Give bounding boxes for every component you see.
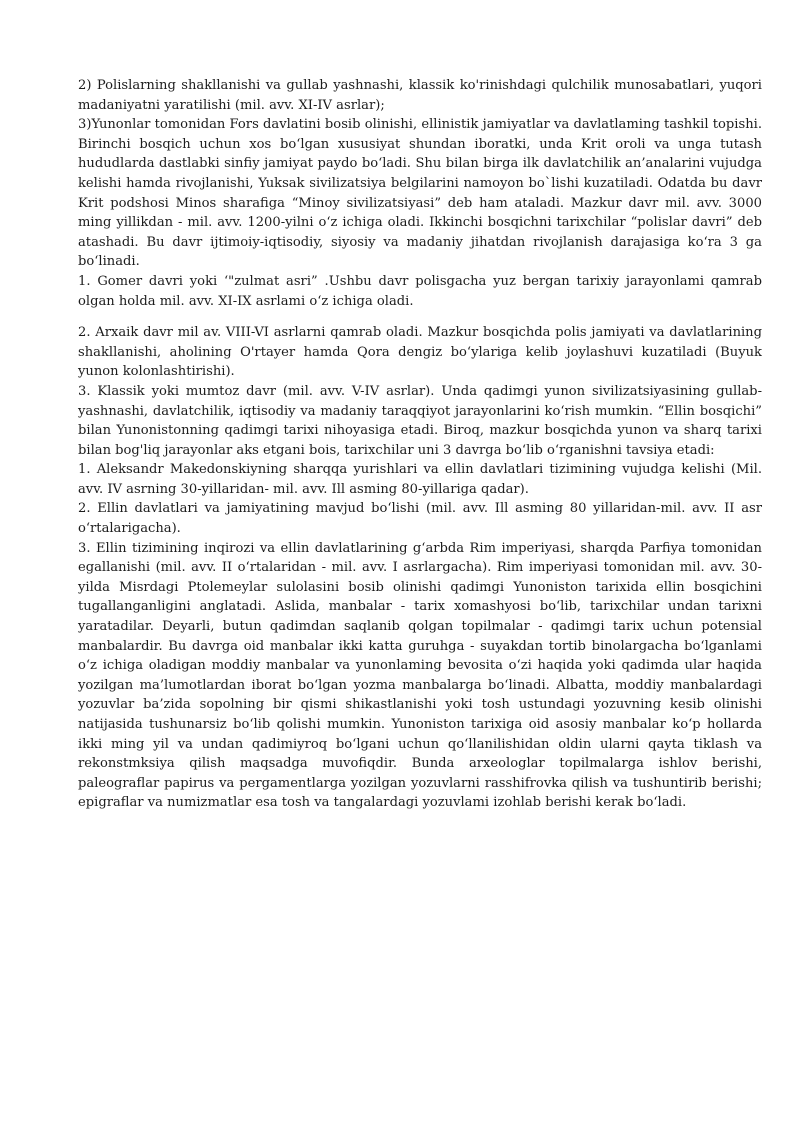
- paragraph-persian-conquest: 3)Yunonlar tomonidan Fors davlatini bosib olinishi, ellinistik jamiyatlar va davlatlaming tashkil topishi. Birinchi bosqich uchun xos bo‘lgan xususiyat shundan iboratki, unda Krit oroli va unga tutash hududlarda dastlabki sinfiy jamiyat paydo bo‘ladi. Shu bilan birga ilk davlatchilik an’analarini vujudga kelishi hamda rivojlanishi, Yuksak sivilizatsiya belgilarini namoyon bo`lishi kuzatiladi. Odatda bu davr Krit podshosi Minos sharafiga “Minoy sivilizatsiyasi” deb ham ataladi. Mazkur davr mil. avv. 3000 ming yillikdan - mil. avv. 1200-yilni o‘z ichiga oladi. Ikkinchi bosqichni tarixchilar “polislar davri” deb atashadi. Bu davr ijtimoiy-iqtisodiy, siyosiy va madaniy jihatdan rivojlanish darajasiga ko‘ra 3 ga bo‘linadi.: [78, 117, 762, 270]
- paragraph-archaic-period: 2. Arxaik davr mil av. VIII-VI asrlarni qamrab oladi. Mazkur bosqichda polis jamiyati va davlatlarining shakllanishi, aholining O'rtayer hamda Qora dengiz bo‘ylariga kelib joylashuvi kuzatiladi (Buyuk yunon kolonlashtirishi).: [78, 325, 762, 380]
- paragraph-polis-flourishing: 2) Polislarning shakllanishi va gullab yashnashi, klassik ko'rinishdagi qulchilik munosabatlari, yuqori madaniyatni yaratilishi (mil. avv. XI-IV asrlar);: [78, 78, 762, 113]
- paragraph-hellenistic-decline: 3. Ellin tizimining inqirozi va ellin davlatlarining g‘arbda Rim imperiyasi, sharqda Parfiya tomonidan egallanishi (mil. avv. II o‘rtalaridan - mil. avv. I asrlargacha). Rim imperiyasi tomonidan mil. avv. 30-yilda Misrdagi Ptolemeylar sulolasini bosib olinishi qadimgi Yunoniston tarixida ellin bosqichini tugallanganligini anglatadi. Aslida, manbalar - tarix xomashyosi bo‘lib, tarixchilar undan tarixni yaratadilar. Deyarli, butun qadimdan saqlanib qolgan topilmalar - qadimgi tarix uchun potensial manbalardir. Bu davrga oid manbalar ikki katta guruhga - suyakdan tortib binolargacha bo‘lganlami o‘z ichiga oladigan moddiy manbalar va yunonlaming bevosita o‘zi haqida yoki qadimda ular haqida yozilgan ma’lumotlardan iborat bo‘lgan yozma manbalarga bo‘linadi. Albatta, moddiy manbalardagi yozuvlar ba’zida sopolning bir qismi shikastlanishi yoki tosh ustundagi yozuvning kesib olinishi natijasida tushunarsiz bo‘lib qolishi mumkin. Yunoniston tarixiga oid asosiy manbalar ko‘p hollarda ikki ming yil va undan qadimiyroq bo‘lgani uchun qo‘llanilishidan oldin ularni qayta tiklash va rekonstmksiya qilish maqsadga muvofiqdir. Bunda arxeologlar topilmalarga ishlov berishi, paleograflar papirus va pergamentlarga yozilgan yozuvlarni rasshifrovka qilish va tushuntirib berishi; epigraflar va numizmatlar esa tosh va tangalardagi yozuvlami izohlab berishi kerak bo‘ladi.: [78, 540, 762, 811]
- paragraph-homeric-period: 1. Gomer davri yoki ‘"zulmat asri” .Ushbu davr polisgacha yuz bergan tarixiy jarayonlami qamrab olgan holda mil. avv. XI-IX asrlami o‘z ichiga oladi.: [78, 273, 762, 309]
- paragraph-alexander-campaigns: 1. Aleksandr Makedonskiyning sharqqa yurishlari va ellin davlatlari tizimining vujudga kelishi (Mil. avv. IV asrning 30-yillaridan- mil. avv. Ill asming 80-yillariga qadar).: [78, 462, 762, 497]
- paragraph-hellenistic-states: 2. Ellin davlatlari va jamiyatining mavjud bo‘lishi (mil. avv. Ill asming 80 yillaridan-mil. avv. II asr o‘rtalarigacha).: [78, 501, 762, 537]
- paragraph-classical-period: 3. Klassik yoki mumtoz davr (mil. avv. V-IV asrlar). Unda qadimgi yunon sivilizatsiyasining gullab-yashnashi, davlatchilik, iqtisodiy va madaniy taraqqiyot jarayonlarini ko‘rish mumkin. “Ellin bosqichi” bilan Yunonistonning qadimgi tarixi nihoyasiga etadi. Biroq, mazkur bosqichda yunon va sharq tarixi bilan bog'liq jarayonlar aks etgani bois, tarixchilar uni 3 davrga bo‘lib o‘rganishni tavsiya etadi:: [78, 383, 762, 458]
- document-page: [78, 76, 762, 813]
